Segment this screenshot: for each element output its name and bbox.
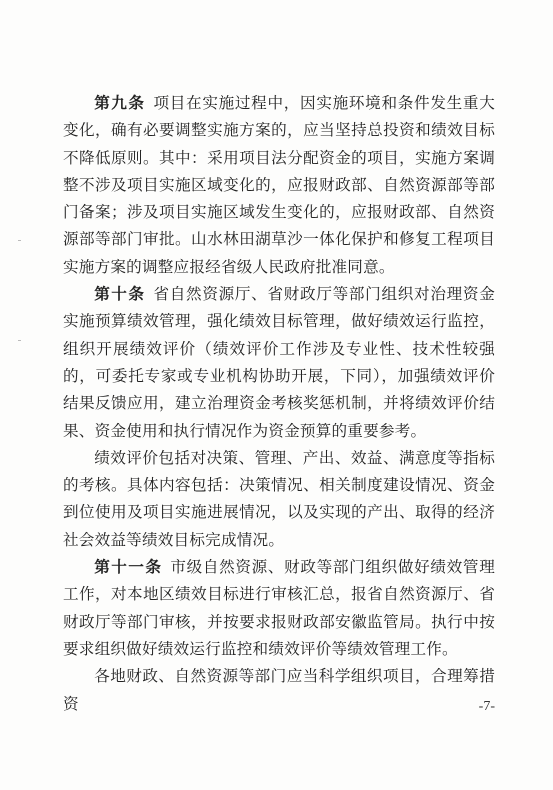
paragraph-local-departments xyxy=(63,663,495,718)
paragraph-article-10 xyxy=(63,281,495,445)
scan-artifact xyxy=(18,240,21,241)
paragraph-evaluation-scope xyxy=(63,445,495,554)
paragraph-text: 项目在实施过程中，因实施环境和条件发生重大变化，确有必要调整实施方案的，应当坚持总投资和绩效目标不降低原则。其中：采用项目法分配资金的项目，实施方案调整不涉及项目实施区域变化的，应报财政部、自然资源部等部门备案；涉及项目实施区域发生变化的，应报财政部、自然资源部等部门审批。山水林田湖草沙一体化保护和修复工程项目实施方案的调整应报经省级人民政府批准同意。 xyxy=(63,94,495,276)
document-body xyxy=(63,90,495,718)
article-number: 第九条 xyxy=(94,94,146,112)
article-number: 第十一条 xyxy=(94,558,163,577)
paragraph-text: 省自然资源厅、省财政厅等部门组织对治理资金实施预算绩效管理，强化绩效目标管理，做好绩效运行监控，组织开展绩效评价（绩效评价工作涉及专业性、技术性较强的，可委托专家或专业机构协助开展，下同），加强绩效评价结果反馈应用，建立治理资金考核奖惩机制，并将绩效评价结果、资金使用和执行情况作为资金预算的重要参考。 xyxy=(63,285,495,440)
paragraph-text: 各地财政、自然资源等部门应当科学组织项目，合理筹措资 xyxy=(63,667,495,713)
paragraph-article-11 xyxy=(63,554,495,663)
article-number: 第十条 xyxy=(94,285,146,304)
page-number: -7- xyxy=(478,699,495,714)
paragraph-text: 绩效评价包括对决策、管理、产出、效益、满意度等指标的考核。具体内容包括：决策情况、相关制度建设情况、资金到位使用及项目实施进展情况，以及实现的产出、取得的经济社会效益等绩效目标完成情况。 xyxy=(63,448,495,549)
paragraph-text: 市级自然资源、财政等部门组织做好绩效管理工作，对本地区绩效目标进行审核汇总，报省自然资源厅、省财政厅等部门审核，并按要求报财政部安徽监管局。执行中按要求组织做好绩效运行监控和绩效评价等绩效管理工作。 xyxy=(63,558,495,658)
paragraph-article-9 xyxy=(63,90,495,281)
scan-artifact xyxy=(18,340,21,341)
